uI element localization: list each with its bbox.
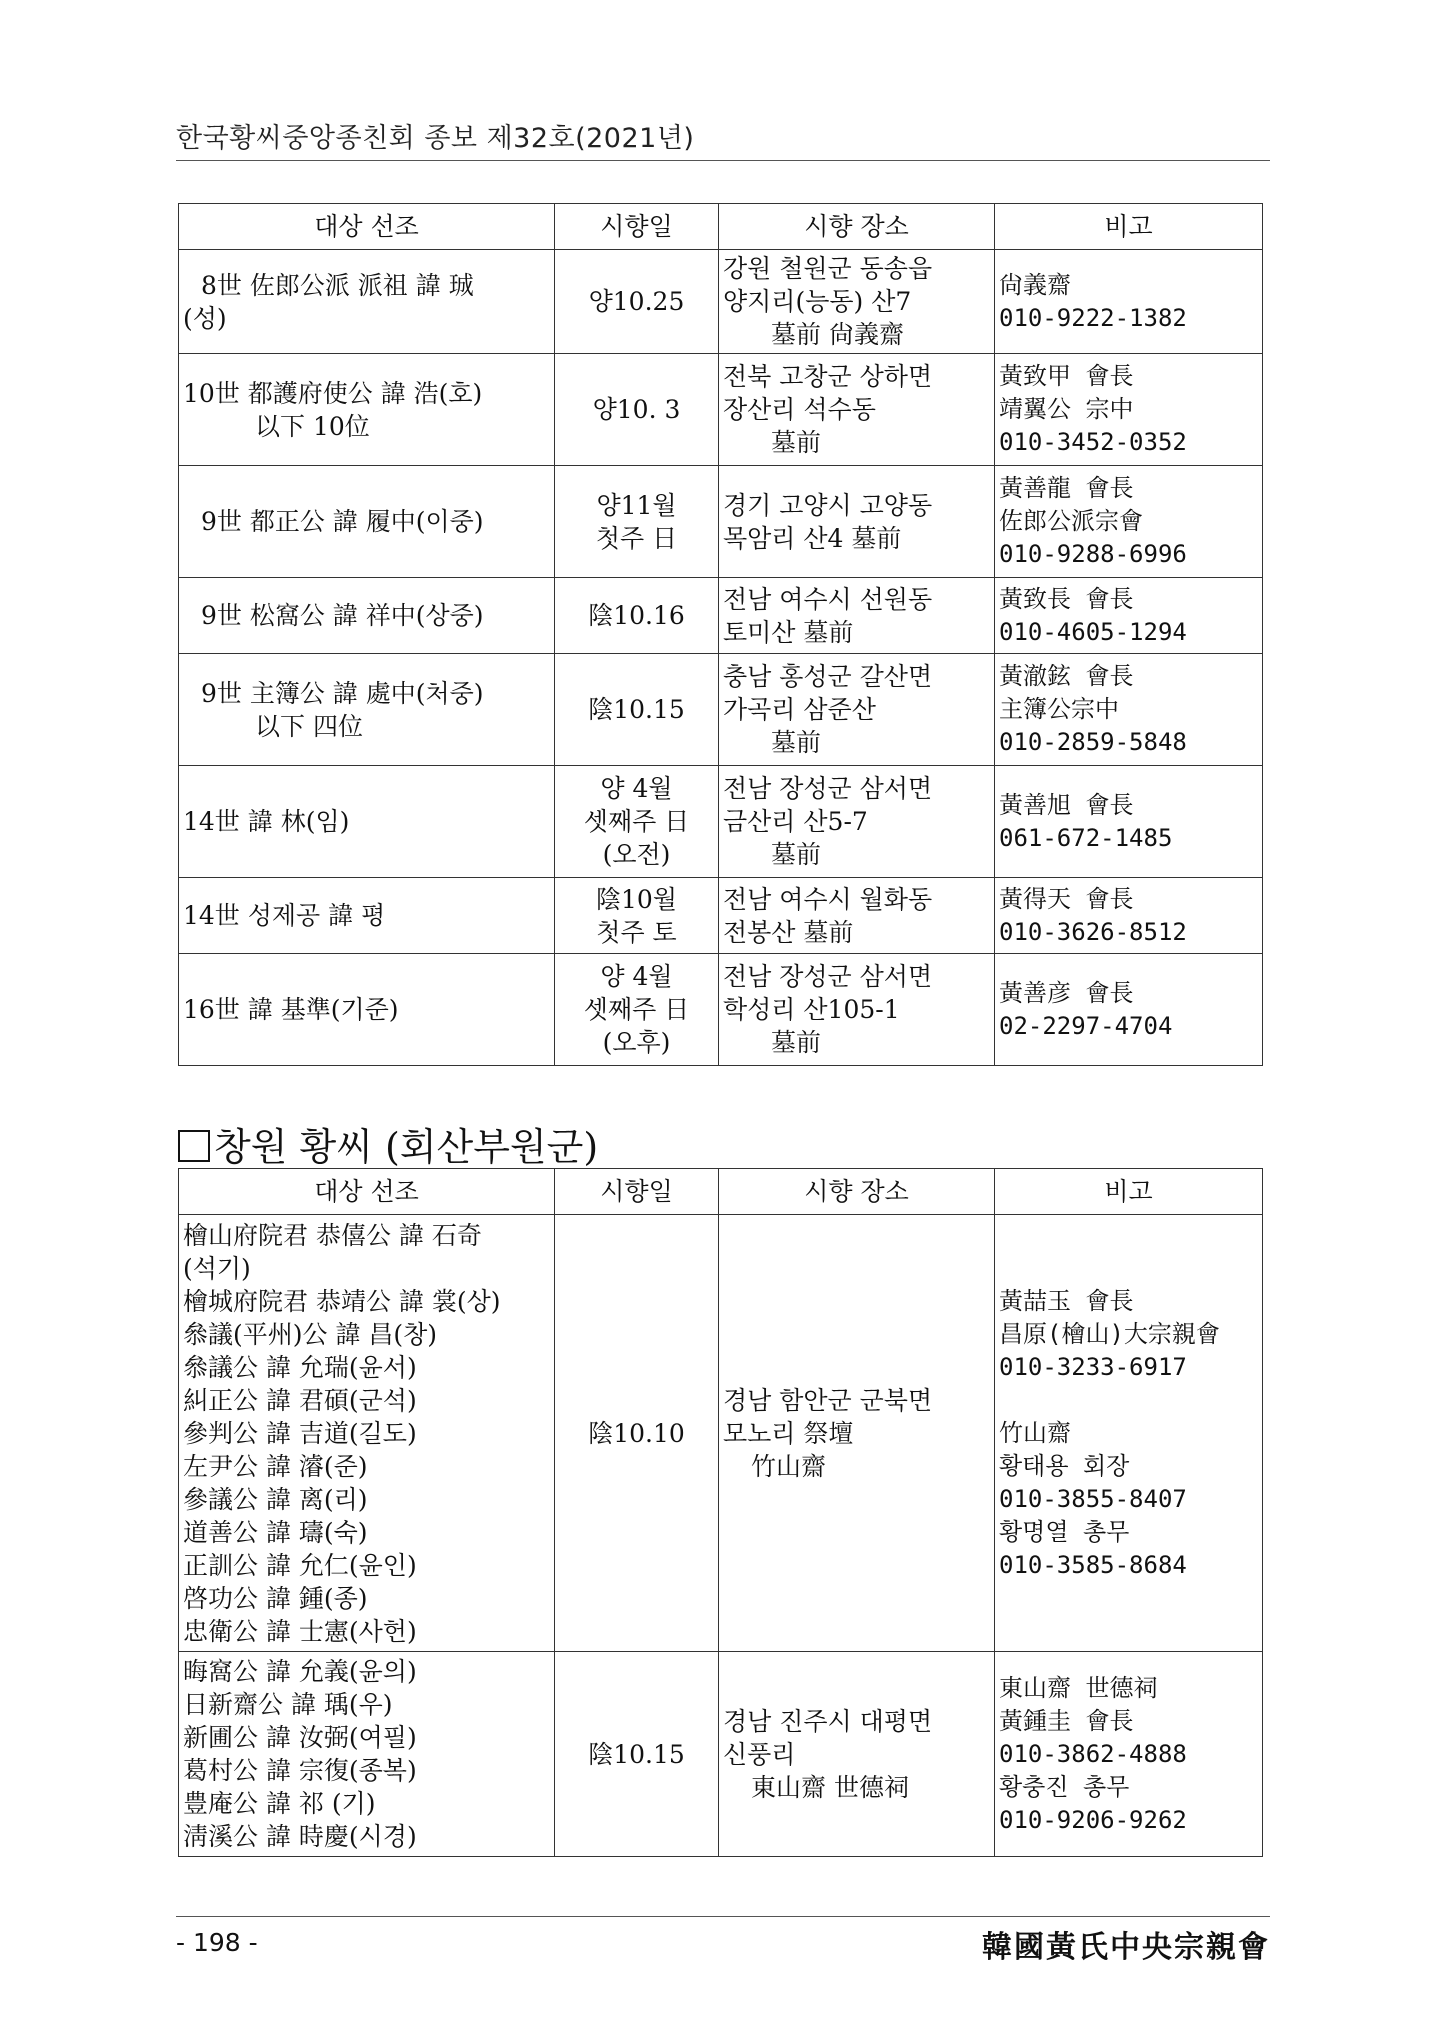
page-header-title: 한국황씨중앙종친회 종보 제32호(2021년) [176, 123, 695, 154]
col-header-date: 시향일 [555, 1169, 719, 1215]
cell-line: 黃澈鉉 會長 [999, 662, 1134, 690]
col-header-target: 대상 선조 [179, 204, 555, 250]
cell-line: (성) [183, 303, 227, 333]
cell-line: 黃致長 會長 [999, 584, 1134, 613]
cell-place [719, 1652, 995, 1857]
cell-line: 黃致甲 會長 [999, 362, 1134, 390]
cell-line: 양 4월 [600, 774, 673, 803]
cell-line: 경남 진주시 대평면 [723, 1706, 933, 1736]
ancestral-rites-table-2 [178, 1168, 1263, 1857]
cell-line: 昌原(檜山)大宗親會 [999, 1319, 1220, 1348]
cell-line: 黃喆玉 會長 [999, 1286, 1134, 1315]
cell-line: 主簿公宗中 [999, 695, 1119, 723]
cell-date [555, 578, 719, 654]
cell-line: 墓前 尙義齋 [771, 320, 904, 349]
cell-line: 전봉산 墓前 [723, 917, 854, 947]
cell-line: 경기 고양시 고양동 [723, 490, 933, 520]
cell-line: 02-2297-4704 [999, 1011, 1173, 1040]
cell-line: 양10. 3 [592, 395, 681, 424]
cell-line: 墓前 [771, 428, 822, 457]
cell-line: 9世 都正公 諱 履中(이중) [201, 507, 484, 536]
cell-line: 墓前 [771, 840, 822, 869]
table-header-row [179, 204, 1263, 250]
cell-line: 모노리 祭壇 [723, 1418, 854, 1448]
cell-date [555, 766, 719, 878]
cell-line: 010-2859-5848 [999, 728, 1187, 756]
cell-line: 경남 함안군 군북면 [723, 1385, 933, 1415]
cell-line: 日新齋公 諱 瑀(우) [183, 1690, 393, 1719]
cell-note [995, 354, 1263, 466]
cell-line: 010-3452-0352 [999, 428, 1187, 456]
cell-date [555, 466, 719, 578]
cell-target [179, 354, 555, 466]
cell-line: 以下 10位 [255, 411, 370, 441]
cell-target [179, 466, 555, 578]
cell-line: 8世 佐郎公派 派祖 諱 珹 [201, 270, 474, 300]
cell-line: 신풍리 [723, 1739, 796, 1769]
cell-line: 목암리 산4 墓前 [723, 523, 902, 553]
cell-line: 셋째주 日 [583, 807, 690, 836]
cell-line: 황충진 총무 [999, 1772, 1130, 1801]
cell-line: 16世 諱 基準(기준) [183, 995, 399, 1024]
cell-place [719, 578, 995, 654]
cell-place [719, 354, 995, 466]
cell-note [995, 1215, 1263, 1652]
cell-target [179, 250, 555, 354]
cell-line: 14世 諱 林(임) [183, 807, 350, 836]
cell-line: 黃善旭 會長 [999, 790, 1134, 819]
cell-line: 황명열 총무 [999, 1517, 1130, 1546]
cell-line: 尙義齋 [999, 270, 1071, 299]
col-header-target: 대상 선조 [179, 1169, 555, 1215]
col-header-note: 비고 [995, 204, 1263, 250]
cell-place [719, 1215, 995, 1652]
cell-line: 葛村公 諱 宗復(종복) [183, 1756, 417, 1785]
cell-target [179, 1652, 555, 1857]
cell-line: 강원 철원군 동송읍 [723, 254, 933, 283]
cell-line: 叅議公 諱 允瑞(윤서) [183, 1352, 417, 1382]
cell-target [179, 654, 555, 766]
cell-line: 檜山府院君 恭僖公 諱 石奇 [183, 1220, 482, 1250]
cell-line: 양10.25 [588, 287, 685, 316]
cell-note [995, 578, 1263, 654]
cell-line: 左尹公 諱 濬(준) [183, 1451, 368, 1481]
cell-line: 전남 장성군 삼서면 [723, 962, 933, 991]
cell-line: 參判公 諱 吉道(길도) [183, 1418, 417, 1448]
cell-place [719, 654, 995, 766]
cell-line: 竹山齋 [999, 1418, 1071, 1447]
cell-line: 9世 主簿公 諱 處中(처중) [201, 678, 484, 708]
cell-line: 전남 장성군 삼서면 [723, 774, 933, 803]
table-row [179, 1215, 1263, 1652]
table-row [179, 578, 1263, 654]
page-number: - 198 - [176, 1928, 258, 1957]
table-header-row [179, 1169, 1263, 1215]
cell-line: 陰10.15 [588, 1739, 685, 1769]
cell-line: 10世 都護府使公 諱 浩(호) [183, 378, 483, 408]
ancestral-rites-table-1 [178, 203, 1263, 1066]
cell-line: 양지리(능동) 산7 [723, 287, 912, 316]
cell-line: 첫주 日 [595, 523, 678, 553]
cell-line: 黃善彦 會長 [999, 978, 1134, 1007]
col-header-date: 시향일 [555, 204, 719, 250]
table-row [179, 466, 1263, 578]
cell-line: 010-3855-8407 [999, 1484, 1187, 1513]
cell-line: 010-3233-6917 [999, 1352, 1187, 1381]
cell-note [995, 766, 1263, 878]
cell-line: 墓前 [771, 1028, 822, 1057]
cell-line: 9世 松窩公 諱 祥中(상중) [201, 601, 484, 630]
cell-line: 010-3585-8684 [999, 1550, 1187, 1579]
cell-line: 010-9288-6996 [999, 540, 1187, 568]
cell-line: 黃鍾圭 會長 [999, 1706, 1134, 1735]
table-row [179, 654, 1263, 766]
cell-note [995, 654, 1263, 766]
cell-line: 道善公 諱 璹(숙) [183, 1517, 368, 1547]
cell-line: 충남 홍성군 갈산면 [723, 662, 933, 691]
cell-note [995, 466, 1263, 578]
section-heading [178, 1116, 598, 1171]
cell-line: 14世 성제공 諱 평 [183, 901, 386, 930]
cell-line: 전남 여수시 월화동 [723, 884, 933, 914]
cell-line: 셋째주 日 [583, 995, 690, 1024]
cell-line: 황태용 회장 [999, 1451, 1130, 1480]
cell-line: 豊庵公 諱 祁 (기) [183, 1789, 376, 1818]
cell-target [179, 766, 555, 878]
cell-line: 陰10월 [596, 884, 677, 914]
cell-target [179, 1215, 555, 1652]
cell-line: 양 4월 [600, 962, 673, 991]
cell-place [719, 766, 995, 878]
cell-line: 黃得天 會長 [999, 884, 1134, 913]
cell-line: 陰10.16 [588, 601, 685, 630]
cell-place [719, 954, 995, 1066]
table-row [179, 766, 1263, 878]
footer-rule [176, 1916, 1270, 1917]
cell-line: 叅議(平州)公 諱 昌(창) [183, 1319, 438, 1349]
cell-line: 黃善龍 會長 [999, 474, 1134, 502]
cell-note [995, 1652, 1263, 1857]
cell-line: 正訓公 諱 允仁(윤인) [183, 1550, 417, 1580]
cell-line: 以下 四位 [255, 711, 363, 741]
cell-date [555, 954, 719, 1066]
cell-note [995, 954, 1263, 1066]
table-row [179, 354, 1263, 466]
cell-line: 학성리 산105-1 [723, 995, 900, 1024]
cell-line: 금산리 산5-7 [723, 807, 868, 836]
square-bullet-icon [178, 1130, 210, 1162]
cell-line: 토미산 墓前 [723, 617, 854, 647]
cell-line: 010-9222-1382 [999, 303, 1187, 332]
table-row [179, 878, 1263, 954]
cell-line: 啓功公 諱 鍾(종) [183, 1583, 368, 1613]
cell-target [179, 954, 555, 1066]
cell-date [555, 654, 719, 766]
col-header-place: 시향 장소 [719, 1169, 995, 1215]
cell-line: 佐郎公派宗會 [999, 507, 1143, 535]
cell-line: 檜城府院君 恭靖公 諱 裳(상) [183, 1286, 501, 1316]
cell-place [719, 250, 995, 354]
cell-line: 첫주 토 [596, 917, 677, 947]
cell-date [555, 250, 719, 354]
cell-target [179, 578, 555, 654]
cell-target [179, 878, 555, 954]
cell-line: (오후) [602, 1028, 671, 1057]
col-header-note: 비고 [995, 1169, 1263, 1215]
cell-line: 糾正公 諱 君碩(군석) [183, 1385, 417, 1415]
table-row [179, 250, 1263, 354]
header-rule [176, 160, 1270, 161]
cell-line: 靖翼公 宗中 [999, 395, 1134, 423]
table-row [179, 1652, 1263, 1857]
cell-line: 061-672-1485 [999, 823, 1173, 852]
cell-line: 장산리 석수동 [723, 395, 876, 424]
cell-line: 010-9206-9262 [999, 1805, 1187, 1834]
cell-note [995, 250, 1263, 354]
cell-line: 忠衛公 諱 士憲(사헌) [183, 1616, 417, 1646]
cell-line: 陰10.10 [588, 1418, 685, 1448]
cell-date [555, 354, 719, 466]
cell-line: 양11월 [596, 490, 677, 520]
cell-line: 가곡리 삼준산 [723, 695, 876, 724]
cell-line: 晦窩公 諱 允義(윤의) [183, 1657, 417, 1686]
cell-line: 전남 여수시 선원동 [723, 584, 933, 614]
section-title-text: 창원 황씨 (회산부원군) [214, 1125, 599, 1169]
cell-line: (석기) [183, 1253, 251, 1283]
cell-line: 전북 고창군 상하면 [723, 362, 933, 391]
cell-line: 010-4605-1294 [999, 617, 1187, 646]
cell-line: 參議公 諱 离(리) [183, 1484, 368, 1514]
cell-place [719, 466, 995, 578]
table-row [179, 954, 1263, 1066]
cell-line: 010-3626-8512 [999, 917, 1187, 946]
cell-date [555, 1652, 719, 1857]
cell-line: 墓前 [771, 728, 822, 757]
col-header-place: 시향 장소 [719, 204, 995, 250]
cell-line: (오전) [602, 840, 671, 869]
cell-note [995, 878, 1263, 954]
cell-line: 陰10.15 [588, 695, 685, 724]
cell-line: 東山齋 世德祠 [751, 1772, 909, 1802]
cell-date [555, 1215, 719, 1652]
cell-place [719, 878, 995, 954]
cell-line: 竹山齋 [751, 1451, 827, 1481]
cell-date [555, 878, 719, 954]
cell-line: 東山齋 世德祠 [999, 1673, 1158, 1702]
cell-line: 淸溪公 諱 時慶(시경) [183, 1822, 417, 1851]
organization-logo-text: 韓國黃氏中央宗親會 [982, 1930, 1270, 1965]
cell-line: 新圃公 諱 汝弼(여필) [183, 1723, 417, 1752]
cell-line: 010-3862-4888 [999, 1739, 1187, 1768]
cell-line [999, 1384, 1258, 1417]
